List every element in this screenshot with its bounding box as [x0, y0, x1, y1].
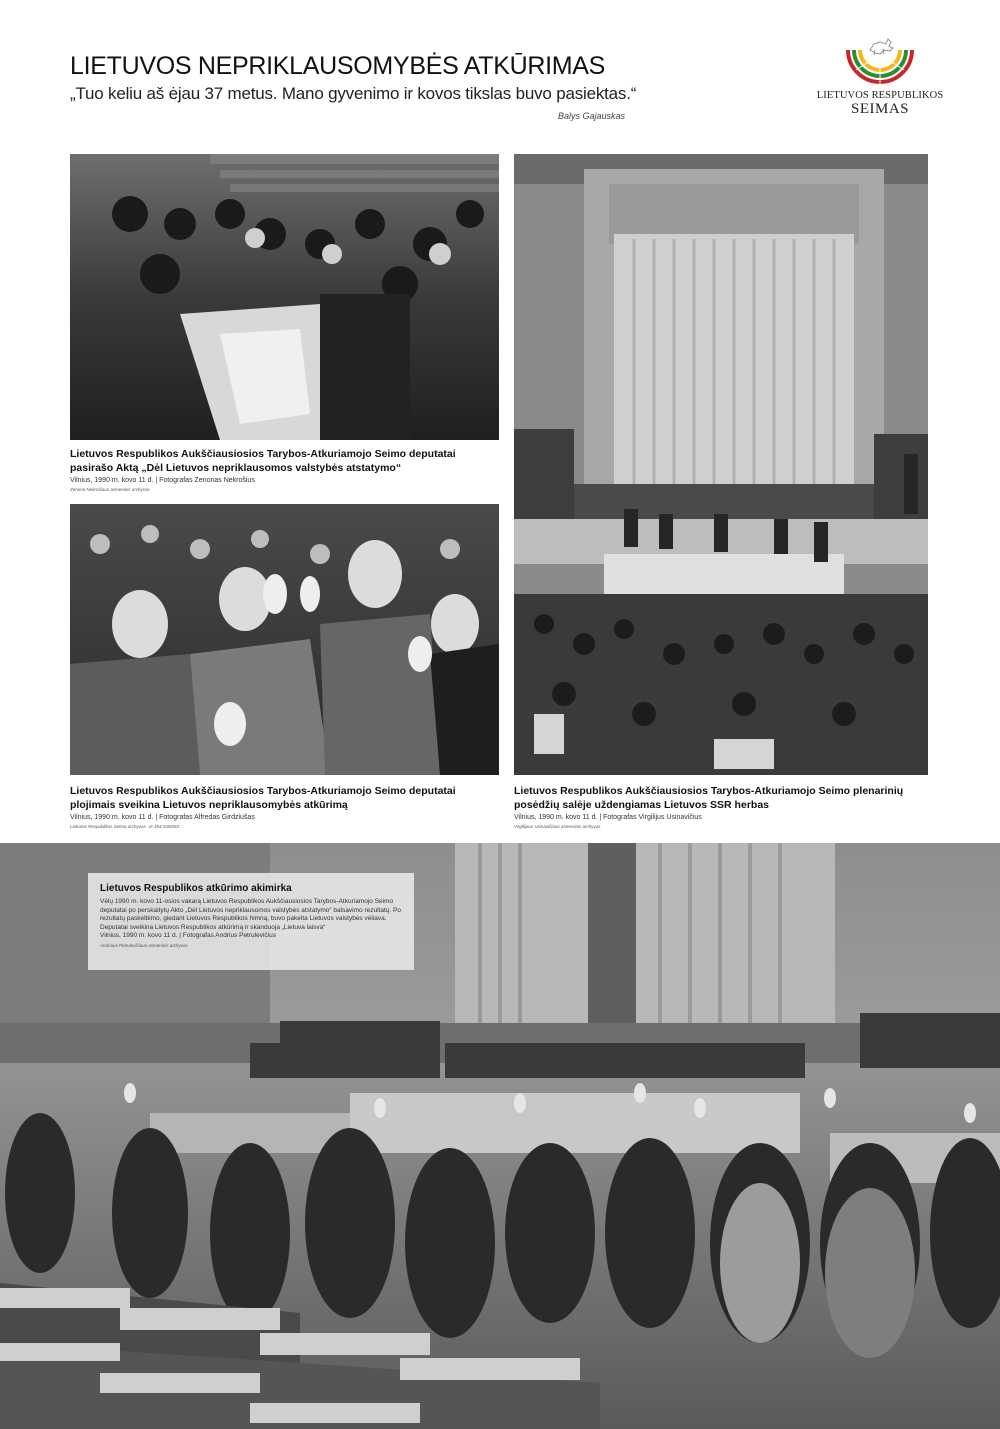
caption-meta: Vilnius, 1990 m. kovo 11 d. | Fotografas Virgilijus Usinavičius — [514, 814, 702, 821]
caption-title: Lietuvos Respublikos Aukščiausiosios Tarybos-Atkuriamojo Seimo deputatai plojimais sveikina Lietuvos nepriklausomybės atkūrimą — [70, 785, 456, 811]
feature-meta: Vilnius, 1990 m. kovo 11 d. | Fotografas Andrius Petrulevičius — [100, 932, 276, 940]
caption-credit: Lietuvos Respublikos Seimo archyvas. VI-184-G00283 — [70, 824, 180, 829]
caption-credit: Zenono Nekrošiaus asmeninis archyvas — [70, 487, 150, 492]
seimas-emblem-icon — [842, 36, 918, 88]
caption-title: Lietuvos Respublikos Aukščiausiosios Tarybos-Atkuriamojo Seimo deputatai pasirašo Aktą „Dėl Lietuvos nepriklausomos valstybės atstatymo“ — [70, 448, 456, 474]
logo-text-line1: LIETUVOS RESPUBLIKOS — [816, 90, 944, 101]
caption-meta: Vilnius, 1990 m. kovo 11 d. | Fotografas Alfredas Girdziušas — [70, 814, 255, 821]
photo-coat-of-arms-covered — [514, 154, 928, 775]
page-title: LIETUVOS NEPRIKLAUSOMYBĖS ATKŪRIMAS — [70, 52, 606, 80]
caption-signing-act — [70, 447, 500, 492]
quote-author: Balys Gajauskas — [558, 111, 626, 121]
photo-signing-act — [70, 154, 499, 440]
feature-credit: Andriaus Petrulevičiaus asmeninis archyvas — [100, 942, 188, 948]
seimas-logo — [812, 36, 948, 126]
photo-applause — [70, 504, 499, 775]
caption-coat-of-arms-covered — [514, 784, 934, 829]
logo-text-line2: SEIMAS — [850, 101, 909, 117]
caption-applause — [70, 784, 500, 829]
caption-title: Lietuvos Respublikos Aukščiausiosios Tarybos-Atkuriamojo Seimo plenarinių posėdžių salėje uždengiamas Lietuvos SSR herbas — [514, 785, 904, 811]
caption-credit: Virgilijaus Usinavičiaus asmeninis archyvas — [514, 824, 601, 829]
caption-meta: Vilnius, 1990 m. kovo 11 d. | Fotografas Zenonas Nekrošius — [70, 477, 255, 484]
feature-title: Lietuvos Respublikos atkūrimo akimirka — [100, 883, 292, 894]
feature-caption-box — [88, 873, 414, 970]
quote: „Tuo keliu aš ėjau 37 metus. Mano gyvenimo ir kovos tikslas buvo pasiektas.“ — [70, 84, 637, 103]
feature-text: Vėlų 1990 m. kovo 11-osios vakarą Lietuvos Respublikos Aukščiausiosios Tarybos-Atkuriamojo Seimo deputatai po perskaitytų Akto „Dėl Lietuvos nepriklausomos valstybės atstatymo“ balsavimo rezultatų. Po rezultatų paskelbimo, giedant Lietuvos Respublikos himną, buvo pakelta Lietuvos valstybės vėliava. Deputatai sveikina Lietuvos Respublikos atkūrimą ir skanduoja „Lietuva laisva“ — [100, 898, 401, 931]
